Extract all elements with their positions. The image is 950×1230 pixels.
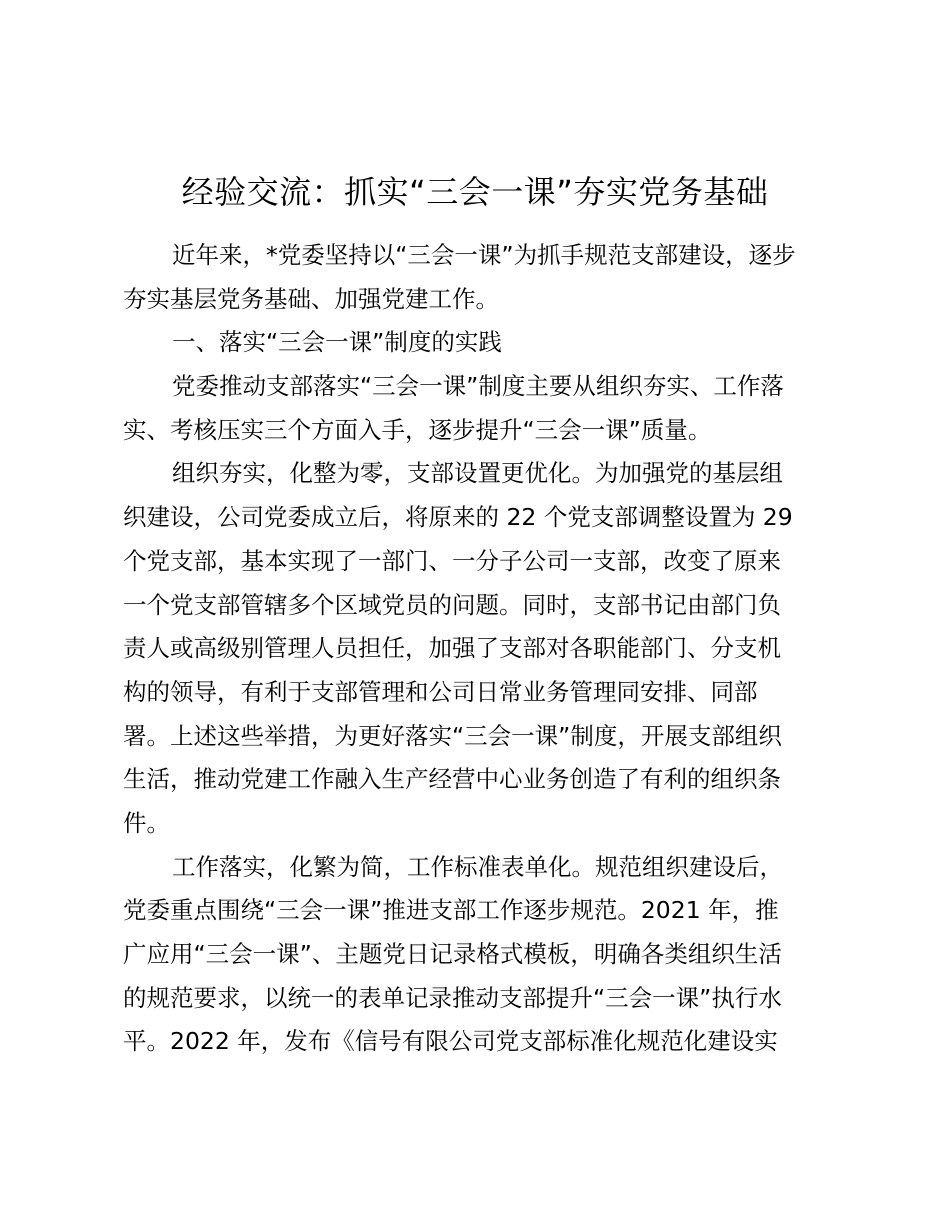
paragraph-line: 件。 <box>123 808 170 837</box>
paragraph-line: 实、考核压实三个方面入手，逐步提升“三会一课”质量。 <box>123 415 712 444</box>
paragraph-line: 一个党支部管辖多个区域党员的问题。同时，支部书记由部门负 <box>123 590 781 619</box>
paragraph-line: 的规范要求，以统一的表单记录推动支部提升“三会一课”执行水 <box>123 983 782 1012</box>
paragraph-line: 构的领导，有利于支部管理和公司日常业务管理同安排、同部 <box>123 677 758 706</box>
paragraph-line: 党委推动支部落实“三会一课”制度主要从组织夯实、工作落 <box>172 372 784 401</box>
paragraph-line: 生活，推动党建工作融入生产经营中心业务创造了有利的组织条 <box>123 765 781 794</box>
paragraph-line: 个党支部，基本实现了一部门、一分子公司一支部，改变了原来 <box>123 546 781 575</box>
paragraph-line: 平。2022 年，发布《信号有限公司党支部标准化规范化建设实 <box>123 1027 778 1056</box>
paragraph-line: 夯实基层党务基础、加强党建工作。 <box>123 284 499 313</box>
section-heading: 一、落实“三会一课”制度的实践 <box>172 328 502 357</box>
paragraph-line: 党委重点围绕“三会一课”推进支部工作逐步规范。2021 年，推 <box>123 896 779 925</box>
paragraph-line: 近年来，*党委坚持以“三会一课”为抓手规范支部建设，逐步 <box>172 241 796 269</box>
paragraph-line: 广应用“三会一课”、主题党日记录格式模板，明确各类组织生活 <box>123 940 782 968</box>
paragraph-line: 工作落实，化繁为简，工作标准表单化。规范组织建设后， <box>172 852 783 881</box>
document-title: 经验交流：抓实“三会一课”夯实党务基础 <box>181 173 769 211</box>
document-body <box>123 234 835 1064</box>
paragraph-line: 组织夯实，化整为零，支部设置更优化。为加强党的基层组 <box>172 459 783 488</box>
paragraph-line: 署。上述这些举措，为更好落实“三会一课”制度，开展支部组织 <box>123 721 782 750</box>
paragraph-line: 织建设，公司党委成立后，将原来的 22 个党支部调整设置为 29 <box>123 503 793 532</box>
paragraph-line: 责人或高级别管理人员担任，加强了支部对各职能部门、分支机 <box>123 634 781 663</box>
